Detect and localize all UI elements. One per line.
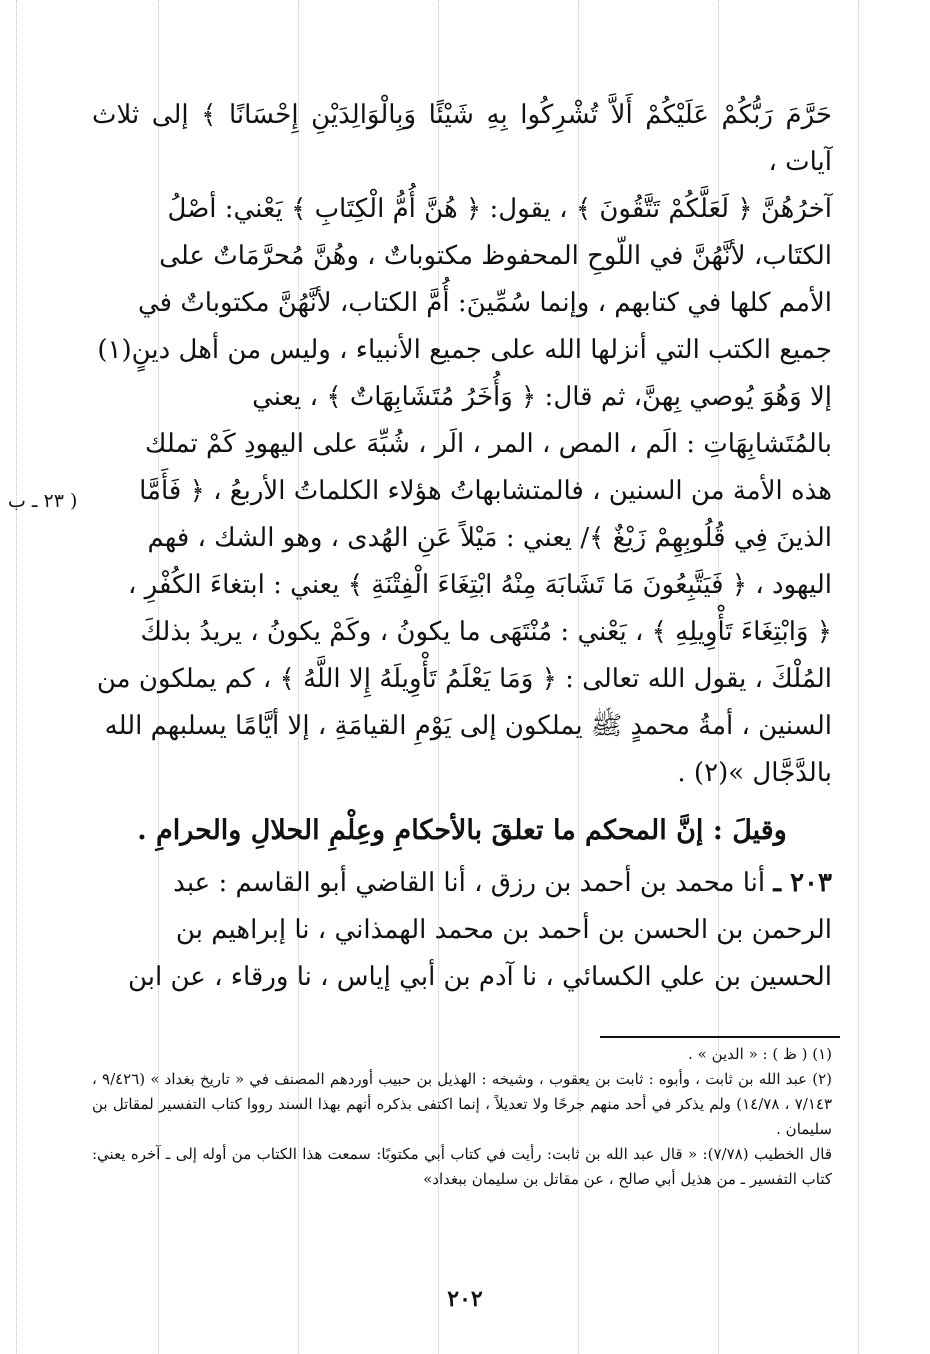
- footnote: قال الخطيب (٧/٧٨): « قال عبد الله بن ثابت: رأيت في كتاب أبي مكتوبًا: سمعت هذا الكتاب من أوله إلى ـ آخره يعني: كتاب التفسير ـ من هذيل أبي صالح ، عن مقاتل بن سليمان ببغداد»: [92, 1145, 832, 1188]
- hadith-number: ٢٠٣ ـ: [773, 868, 832, 898]
- footnotes: [92, 1042, 832, 1192]
- hadith-line: أنا محمد بن أحمد بن رزق ، أنا القاضي أبو القاسم : عبد: [173, 868, 766, 898]
- section-heading: وقيلَ : إنَّ المحكم ما تعلقَ بالأحكامِ وعِلْمِ الحلالِ والحرامِ .: [137, 815, 787, 846]
- footnote: (١) ( ظ ) : « الدين » .: [688, 1045, 832, 1063]
- footnote: (٢) عبد الله بن ثابت ، وأبوه : ثابت بن يعقوب ، وشيخه : الهذيل بن حبيب أوردهم المصنف في « تاريخ بغداد » (٩/٤٢٦ ، ٧/١٤٣ ، ١٤/٧٨) ولم يذكر في أحد منهم جرحًا ولا تعديلاً ، إنما اكتفى بذكره أنهم بهذا السند رووا كتاب التفسير لمقاتل بن سليمان .: [92, 1070, 832, 1138]
- text-line: السنين ، أمةُ محمدٍ ﷺ يملكون إلى يَوْمِ القيامَةِ ، إلا أيَّامًا يسلبهم الله: [104, 711, 832, 741]
- footnote-separator: [600, 1036, 840, 1038]
- text-line: حَرَّمَ رَبُّكُمْ عَلَيْكُمْ أَلاَّ تُشْرِكُوا بِهِ شَيْئًا وَبِالْوَالِدَيْنِ إِحْسَانًا ﴾ إلى ثلاث آيات ،: [92, 100, 832, 177]
- main-text: [92, 92, 832, 1001]
- hadith-first-line: [92, 860, 832, 907]
- text-line: آخرُهُنَّ ﴿ لَعَلَّكُمْ تَتَّقُونَ ﴾ ، يقول: ﴿ هُنَّ أُمُّ الْكِتَابِ ﴾ يَعْني: أصْلُ: [167, 194, 832, 224]
- text-line: ﴿ وَابْتِغَاءَ تَأْوِيلِهِ ﴾ ، يَعْني : مُنْتَهَى ما يكونُ ، وكَمْ يكونُ ، يريدُ بذلكَ: [140, 617, 832, 647]
- text-line: هذه الأمة من السنين ، فالمتشابهاتُ هؤلاء الكلماتُ الأربعُ ، ﴿ فَأَمَّا: [139, 476, 832, 506]
- text-line: إلا وَهُوَ يُوصي بِهنَّ، ثم قال: ﴿ وَأُخَرُ مُتَشَابِهَاتٌ ﴾ ، يعني: [252, 382, 832, 412]
- scan-guide-line: [16, 0, 17, 1354]
- page-number: ٢٠٢: [447, 1286, 483, 1312]
- text-line: الأمم كلها في كتابهم ، وإنما سُمِّينَ: أُمَّ الكتاب، لأنَّهُنَّ مكتوباتٌ في: [137, 288, 832, 318]
- margin-note: ( ٢٣ ـ ب: [8, 490, 78, 512]
- hadith-line: الرحمن بن الحسن بن أحمد بن محمد الهمذاني ، نا إبراهيم بن: [175, 915, 832, 945]
- text-line: اليهود ، ﴿ فَيَتَّبِعُونَ مَا تَشَابَهَ مِنْهُ ابْتِغَاءَ الْفِتْنَةِ ﴾ يعني : ابتغاءَ الكُفْرِ ،: [127, 570, 832, 600]
- text-line: المُلْكَ ، يقول الله تعالى : ﴿ وَمَا يَعْلَمُ تَأْوِيلَهُ إِلا اللَّهُ ﴾ ، كم يملكون من: [96, 664, 832, 694]
- hadith-line: الحسين بن علي الكسائي ، نا آدم بن أبي إياس ، نا ورقاء ، عن ابن: [128, 962, 832, 992]
- text-line: بالمُتَشابِهَاتِ : الَم ، المص ، المر ، الَر ، شُبِّهَ على اليهودِ كَمْ تملك: [144, 429, 832, 459]
- text-line: بالدَّجَّال »(٢) .: [677, 758, 832, 788]
- scan-guide-line: [858, 0, 859, 1354]
- text-line: الذينَ فِي قُلُوبِهِمْ زَيْغٌ ﴾/ يعني : مَيْلاً عَنِ الهُدى ، وهو الشك ، فهم: [147, 523, 832, 553]
- text-line: جميع الكتب التي أنزلها الله على جميع الأنبياء ، وليس من أهل دينٍ(١): [97, 335, 832, 365]
- text-line: الكتَاب، لأنَّهُنَّ في اللّوحِ المحفوظ مكتوباتٌ ، وهُنَّ مُحرَّمَاتٌ على: [159, 241, 832, 271]
- hadith-block: [92, 860, 832, 1001]
